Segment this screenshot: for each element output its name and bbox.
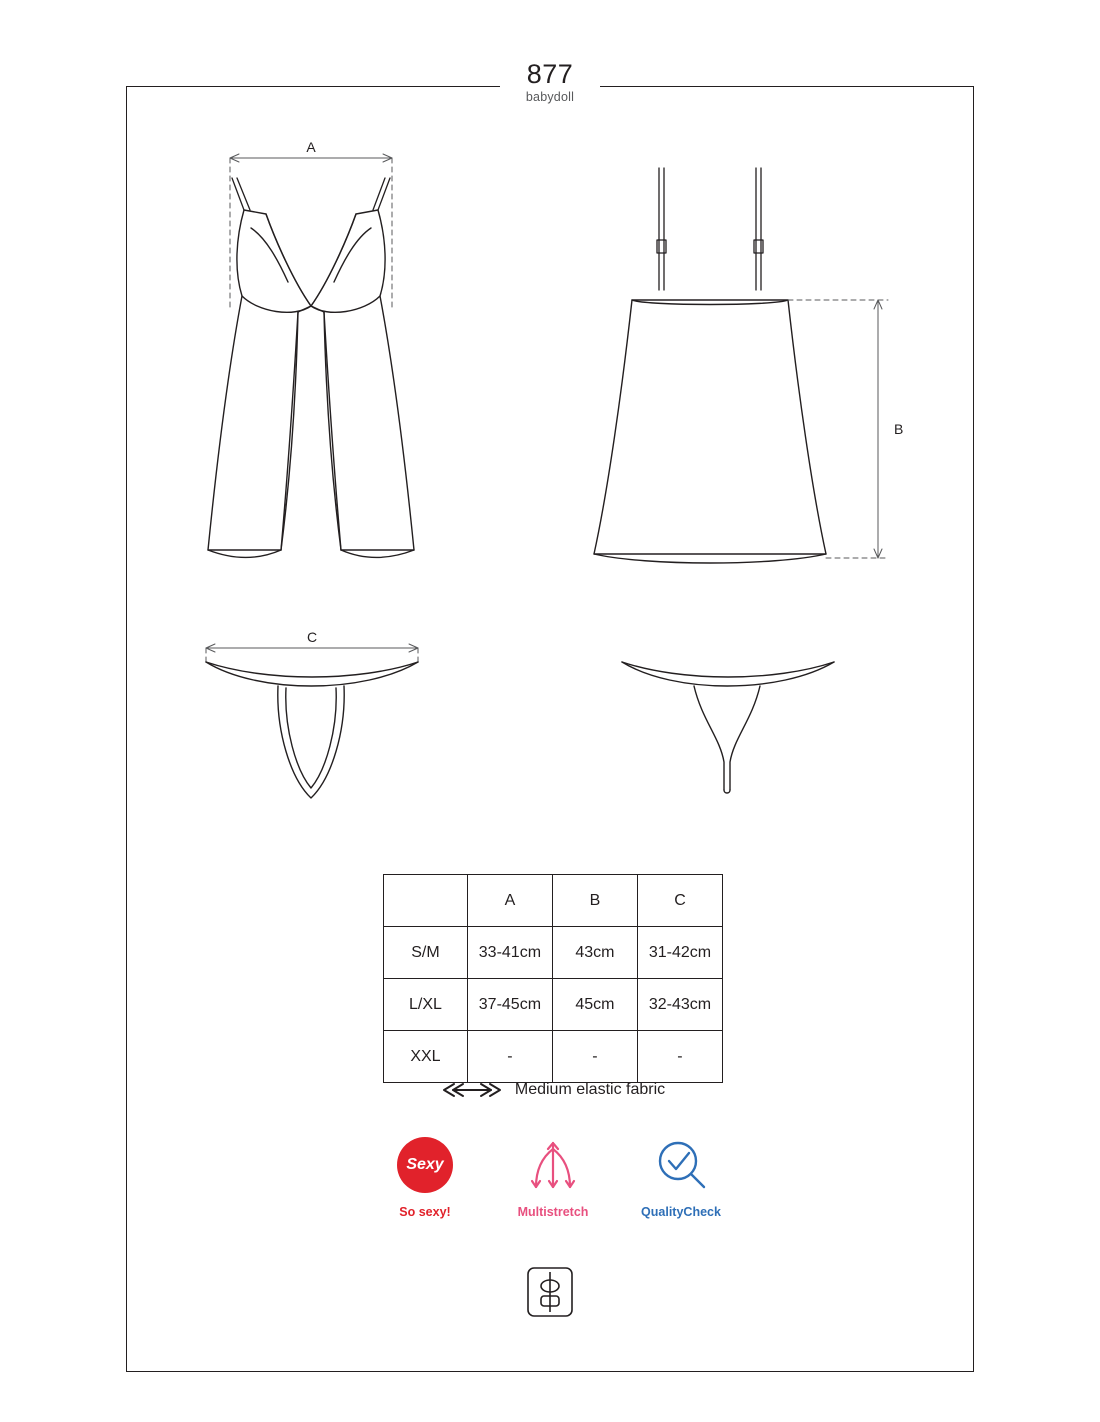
column-header-a: A	[467, 875, 552, 927]
table-row	[384, 979, 723, 1031]
badge-art	[511, 1134, 595, 1196]
elastic-fabric-label: Medium elastic fabric	[514, 1081, 666, 1098]
cell-c: 32-43cm	[637, 979, 722, 1031]
technical-drawings	[126, 110, 974, 810]
dimension-label-b: B	[894, 421, 904, 437]
table-row	[384, 927, 723, 979]
cell-b: -	[552, 1031, 637, 1083]
care-symbol	[0, 1262, 1100, 1322]
badge-so-sexy	[383, 1134, 467, 1219]
column-header-c: C	[637, 875, 722, 927]
badge-caption: So sexy!	[399, 1205, 451, 1219]
table-row	[384, 1031, 723, 1083]
column-header-b: B	[552, 875, 637, 927]
cell-b: 43cm	[552, 927, 637, 979]
table-header-row	[384, 875, 723, 927]
cell-a: -	[467, 1031, 552, 1083]
title-gap	[500, 60, 600, 104]
dimension-label-a: A	[306, 139, 316, 155]
washing-care-label-icon	[522, 1262, 578, 1322]
row-size-label: XXL	[384, 1031, 468, 1083]
cell-a: 37-45cm	[467, 979, 552, 1031]
page-subtitle: babydoll	[525, 90, 575, 105]
badge-caption: QualityCheck	[641, 1205, 721, 1219]
badge-art	[383, 1134, 467, 1196]
size-table	[383, 874, 723, 1083]
magnifier-check-icon	[652, 1136, 710, 1194]
badge-multistretch	[511, 1134, 595, 1219]
feature-badges	[383, 1134, 723, 1219]
badge-caption: Multistretch	[517, 1205, 589, 1219]
multistretch-icon	[524, 1137, 582, 1193]
size-table-wrapper	[383, 874, 723, 1083]
page-title: 877	[526, 59, 574, 89]
sexy-circle-text: Sexy	[406, 1156, 444, 1173]
elastic-fabric-note	[383, 1081, 723, 1099]
row-size-label: L/XL	[384, 979, 468, 1031]
cell-c: -	[637, 1031, 722, 1083]
cell-b: 45cm	[552, 979, 637, 1031]
double-arrow-icon	[441, 1082, 503, 1098]
garment-drawings-svg	[126, 110, 974, 810]
title-block	[0, 60, 1100, 106]
cell-a: 33-41cm	[467, 927, 552, 979]
cell-c: 31-42cm	[637, 927, 722, 979]
badge-art	[639, 1134, 723, 1196]
dimension-label-c: C	[306, 629, 318, 645]
sexy-circle-icon	[397, 1137, 453, 1193]
row-size-label: S/M	[384, 927, 468, 979]
table-corner-cell	[384, 875, 468, 927]
badge-qualitycheck	[639, 1134, 723, 1219]
